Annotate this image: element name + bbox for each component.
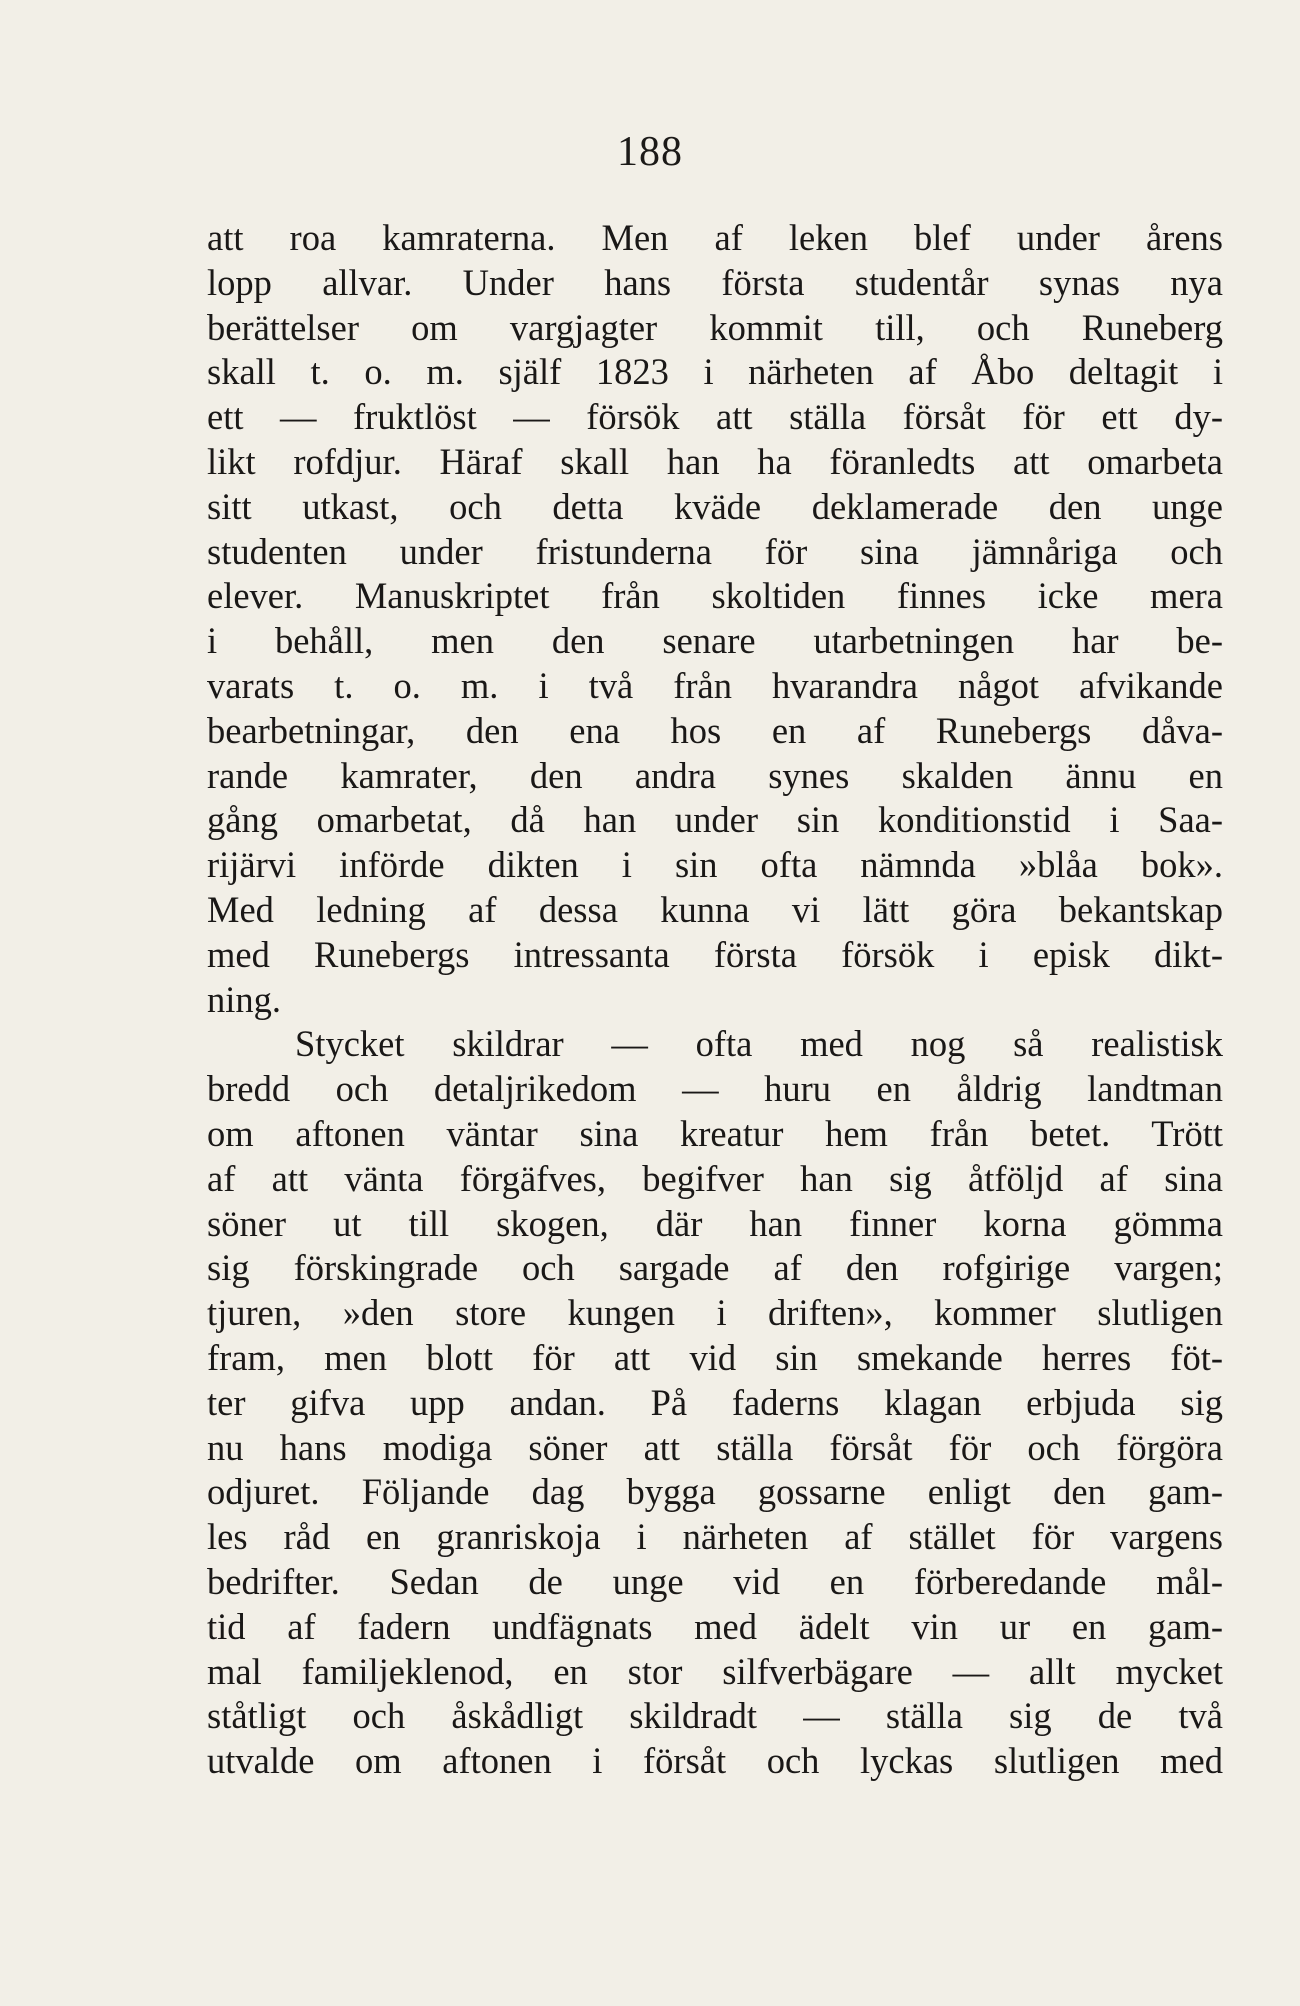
text-line: om aftonen väntar sina kreatur hem från betet. Trött bbox=[207, 1112, 1223, 1154]
text-line: att roa kamraterna. Men af leken blef under årens bbox=[207, 217, 1223, 258]
text-line: gång omarbetat, då han under sin konditionstid i Saa- bbox=[207, 799, 1223, 841]
text-line: fram, men blott för att vid sin smekande herres föt- bbox=[207, 1336, 1223, 1378]
text-line: varats t. o. m. i två från hvarandra något afvikande bbox=[207, 664, 1223, 706]
text-line: lopp allvar. Under hans första studentår synas nya bbox=[207, 261, 1223, 303]
text-line: berättelser om vargjagter kommit till, och Runeberg bbox=[207, 306, 1223, 348]
text-line: Stycket skildrar — ofta med nog så realistisk bbox=[295, 1023, 1223, 1065]
page-number: 188 bbox=[617, 129, 683, 175]
text-line: bedrifter. Sedan de unge vid en förberedande mål- bbox=[207, 1560, 1223, 1602]
body-text bbox=[207, 216, 1223, 1784]
text-line: skall t. o. m. själf 1823 i närheten af Åbo deltagit i bbox=[207, 351, 1223, 393]
text-line: mal familjeklenod, en stor silfverbägare — allt mycket bbox=[207, 1650, 1223, 1692]
text-line: tjuren, »den store kungen i driften», kommer slutligen bbox=[207, 1292, 1223, 1334]
text-line: likt rofdjur. Häraf skall han ha föranledts att omarbeta bbox=[207, 440, 1223, 482]
text-line: ning. bbox=[207, 978, 282, 1020]
text-line: söner ut till skogen, där han finner korna gömma bbox=[207, 1202, 1223, 1244]
text-line: i behåll, men den senare utarbetningen har be- bbox=[207, 620, 1223, 662]
text-line: rande kamrater, den andra synes skalden ännu en bbox=[207, 754, 1223, 796]
text-line: Med ledning af dessa kunna vi lätt göra bekantskap bbox=[207, 888, 1223, 930]
text-line: bearbetningar, den ena hos en af Runebergs dåva- bbox=[207, 709, 1223, 751]
text-line: sig förskingrade och sargade af den rofgirige vargen; bbox=[207, 1247, 1223, 1289]
text-line: af att vänta förgäfves, begifver han sig åtföljd af sina bbox=[207, 1157, 1223, 1199]
text-line: sitt utkast, och detta kväde deklamerade den unge bbox=[207, 485, 1223, 527]
text-line: odjuret. Följande dag bygga gossarne enligt den gam- bbox=[207, 1471, 1223, 1513]
text-line: les råd en granriskoja i närheten af stället för vargens bbox=[207, 1516, 1223, 1558]
text-line: tid af fadern undfägnats med ädelt vin ur en gam- bbox=[207, 1605, 1223, 1647]
text-line: rijärvi införde dikten i sin ofta nämnda »blåa bok». bbox=[207, 844, 1223, 886]
text-line: studenten under fristunderna för sina jämnåriga och bbox=[207, 530, 1223, 572]
text-line: med Runebergs intressanta första försök i episk dikt- bbox=[207, 933, 1223, 975]
text-line: ståtligt och åskådligt skildradt — ställa sig de två bbox=[207, 1695, 1223, 1737]
text-line: elever. Manuskriptet från skoltiden finnes icke mera bbox=[207, 575, 1223, 617]
text-line: ett — fruktlöst — försök att ställa försåt för ett dy- bbox=[207, 396, 1223, 438]
text-line: utvalde om aftonen i försåt och lyckas slutligen med bbox=[207, 1740, 1223, 1782]
text-line: ter gifva upp andan. På faderns klagan erbjuda sig bbox=[207, 1381, 1223, 1423]
text-line: bredd och detaljrikedom — huru en åldrig landtman bbox=[207, 1068, 1223, 1110]
text-line: nu hans modiga söner att ställa försåt för och förgöra bbox=[207, 1426, 1223, 1468]
